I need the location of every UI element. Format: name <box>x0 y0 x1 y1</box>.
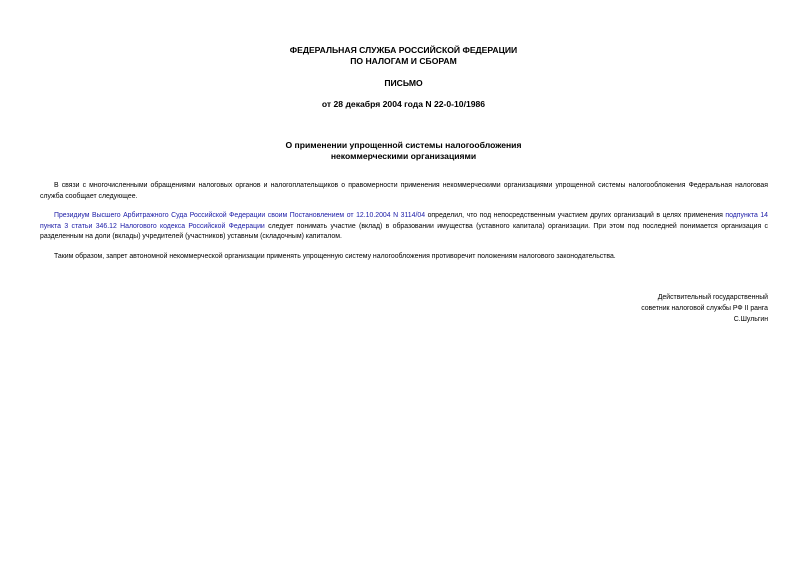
document-date-number: от 28 декабря 2004 года N 22-0-10/1986 <box>321 99 486 109</box>
org-name-line2: ПО НАЛОГАМ И СБОРАМ <box>350 56 457 66</box>
org-name-line1: ФЕДЕРАЛЬНАЯ СЛУЖБА РОССИЙСКОЙ ФЕДЕРАЦИИ <box>289 45 518 55</box>
paragraph-2-text-1: определил, что под непосредственным участием других организаций в целях применения <box>425 212 726 219</box>
paragraph-2 <box>40 211 768 243</box>
paragraph-3: Таким образом, запрет автономной некоммерческой организации применять упрощенную систему налогообложения противоречит положениям налогового законодательства. <box>54 253 616 260</box>
link-presidium-resolution[interactable]: Президиум Высшего Арбитражного Суда Российской Федерации своим Постановлением от 12.10.2004 N 3114/04 <box>54 212 426 219</box>
signature-name: С.Шульгин <box>733 316 768 323</box>
link-tax-code-article[interactable]: подпункта 14 пункта 3 статьи 346.12 Налогового кодекса Российской Федерации <box>40 212 768 230</box>
paragraph-2-text-2: следует понимать участие (вклад) в образовании имущества (уставного капитала) организации. При этом под последней понимается организация с разделенным на доли (вклады) учредителей (участников) уставным (складочным) капиталом. <box>40 222 768 241</box>
paragraph-1: В связи с многочисленными обращениями налоговых органов и налогоплательщиков о правомерности применения некоммерческими организациями упрощенной системы налогообложения Федеральная налоговая служба сообщает следующее. <box>40 182 768 200</box>
subject-line2: некоммерческими организациями <box>330 151 477 161</box>
subject-line1: О применении упрощенной системы налогообложения <box>285 140 522 150</box>
document-type: ПИСЬМО <box>384 78 423 88</box>
signature-title-line2: советник налоговой службы РФ II ранга <box>641 305 768 312</box>
signature-title-line1: Действительный государственный <box>657 294 768 301</box>
